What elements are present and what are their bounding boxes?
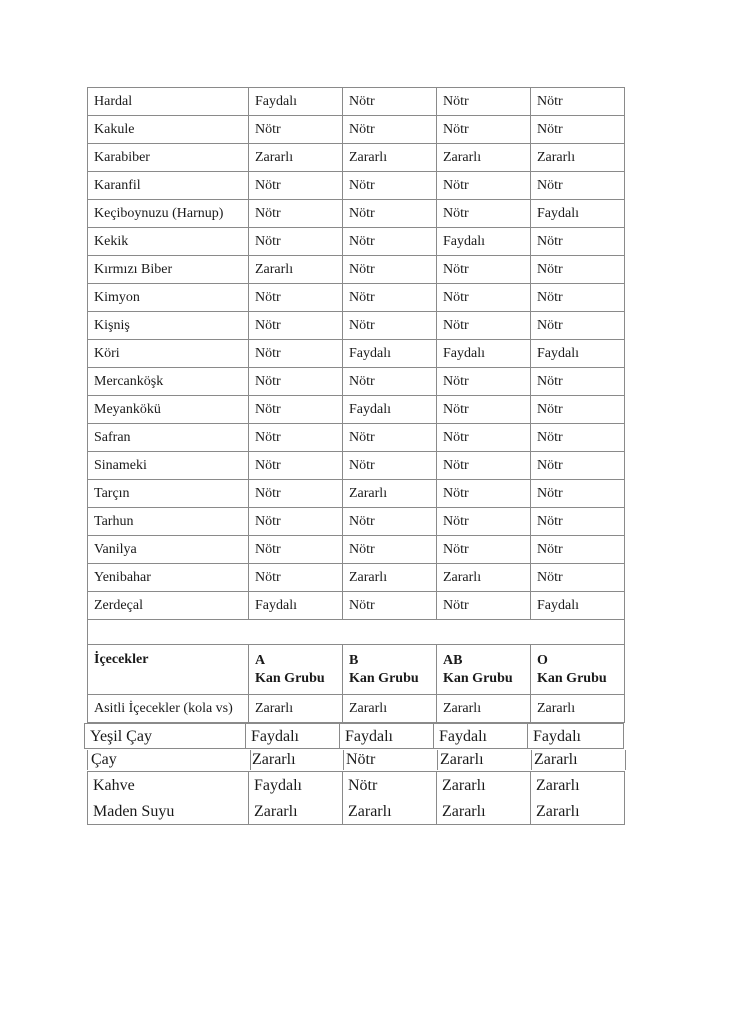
- spice-name-cell: Hardal: [88, 88, 249, 116]
- effect-cell-o: Zararlı: [536, 777, 580, 794]
- spacer-cell: [88, 620, 625, 645]
- table-row: [88, 452, 625, 480]
- effect-cell-ab: Nötr: [437, 480, 531, 508]
- blood-group-label: Kan Grubu: [255, 670, 325, 686]
- blood-group-letter: AB: [443, 652, 463, 668]
- effect-cell-o: Nötr: [531, 312, 625, 340]
- table-row: [84, 724, 621, 749]
- effect-cell-o: Nötr: [531, 256, 625, 284]
- effect-cell-a: Nötr: [249, 228, 343, 256]
- effect-cell-o: Nötr: [531, 116, 625, 144]
- effect-cell-b: Zararlı: [343, 144, 437, 172]
- effect-cell-ab: Faydalı: [437, 228, 531, 256]
- effect-cell-a: Nötr: [249, 116, 343, 144]
- spice-name-cell: Mercanköşk: [88, 368, 249, 396]
- spice-name-cell: Tarhun: [88, 508, 249, 536]
- effect-cell-a: Nötr: [249, 508, 343, 536]
- table-row: [88, 88, 625, 116]
- effect-cell-o: Faydalı: [531, 592, 625, 620]
- table-row: [88, 424, 625, 452]
- beverage-name-cell: Kahve: [93, 777, 135, 794]
- effect-cell-b: Nötr: [343, 452, 437, 480]
- grid-line: [625, 750, 626, 770]
- effect-cell-b: Nötr: [343, 284, 437, 312]
- effect-cell-b: Nötr: [343, 592, 437, 620]
- effect-cell-o: Nötr: [531, 172, 625, 200]
- blood-group-header-ab: [437, 645, 531, 695]
- effect-cell-o: Nötr: [531, 424, 625, 452]
- effect-cell-a: Nötr: [249, 340, 343, 368]
- effect-cell-a: Zararlı: [249, 256, 343, 284]
- table-row: [88, 340, 625, 368]
- beverages-title: İçecekler: [88, 645, 249, 695]
- beverage-name-cell: Çay: [91, 751, 117, 768]
- spice-name-cell: Kişniş: [88, 312, 249, 340]
- effect-cell-b: Zararlı: [348, 803, 392, 820]
- spice-name-cell: Karanfil: [88, 172, 249, 200]
- table-row: [88, 200, 625, 228]
- spice-name-cell: Yenibahar: [88, 564, 249, 592]
- effect-cell-ab: Zararlı: [442, 777, 486, 794]
- effect-cell-o: Faydalı: [531, 200, 625, 228]
- blood-group-header-b: [343, 645, 437, 695]
- effect-cell-a: Nötr: [249, 312, 343, 340]
- grid-line: [84, 748, 623, 749]
- effect-cell-b: Nötr: [343, 368, 437, 396]
- effect-cell-o: Nötr: [531, 368, 625, 396]
- table-row: [88, 396, 625, 424]
- spice-name-cell: Safran: [88, 424, 249, 452]
- effect-cell-ab: Nötr: [437, 284, 531, 312]
- effect-cell-ab: Faydalı: [437, 340, 531, 368]
- effect-cell-a: Nötr: [249, 284, 343, 312]
- table-row: [88, 508, 625, 536]
- blood-group-letter: A: [255, 652, 266, 668]
- grid-line: [84, 723, 623, 724]
- effect-cell-a: Nötr: [249, 424, 343, 452]
- table-row: [88, 368, 625, 396]
- effect-cell-b: Nötr: [343, 508, 437, 536]
- grid-line: [87, 771, 625, 772]
- table-row: [87, 773, 624, 799]
- grid-line: [436, 772, 437, 824]
- effect-cell-ab: Nötr: [437, 88, 531, 116]
- effect-cell-ab: Nötr: [437, 508, 531, 536]
- beverages-header-row: [88, 645, 625, 695]
- effect-cell-ab: Nötr: [437, 452, 531, 480]
- effect-cell-a: Zararlı: [254, 803, 298, 820]
- effect-cell-o: Nötr: [531, 480, 625, 508]
- table-row: [88, 564, 625, 592]
- effect-cell-ab: Nötr: [437, 368, 531, 396]
- effect-cell-b: Nötr: [343, 200, 437, 228]
- spice-name-cell: Tarçın: [88, 480, 249, 508]
- grid-line: [623, 723, 624, 749]
- effect-cell-b: Nötr: [343, 536, 437, 564]
- blood-group-header-o: [531, 645, 625, 695]
- effect-cell-o: Nötr: [531, 536, 625, 564]
- effect-cell-ab: Nötr: [437, 200, 531, 228]
- effect-cell-ab: Zararlı: [442, 803, 486, 820]
- blood-type-food-table: [87, 87, 625, 723]
- effect-cell-ab: Nötr: [437, 116, 531, 144]
- effect-cell-ab: Zararlı: [437, 695, 531, 723]
- effect-cell-a: Nötr: [249, 480, 343, 508]
- table-row: [88, 592, 625, 620]
- effect-cell-a: Nötr: [249, 396, 343, 424]
- effect-cell-ab: Nötr: [437, 536, 531, 564]
- effect-cell-ab: Zararlı: [440, 751, 484, 768]
- effect-cell-a: Faydalı: [249, 592, 343, 620]
- grid-line: [250, 750, 251, 770]
- effect-cell-b: Faydalı: [345, 727, 393, 745]
- effect-cell-a: Faydalı: [251, 727, 299, 745]
- effect-cell-ab: Nötr: [437, 396, 531, 424]
- effect-cell-a: Nötr: [249, 536, 343, 564]
- effect-cell-ab: Nötr: [437, 424, 531, 452]
- spice-name-cell: Karabiber: [88, 144, 249, 172]
- spice-name-cell: Kakule: [88, 116, 249, 144]
- effect-cell-ab: Nötr: [437, 256, 531, 284]
- table-row: [88, 536, 625, 564]
- effect-cell-a: Nötr: [249, 200, 343, 228]
- table-row: [88, 312, 625, 340]
- table-row: [88, 284, 625, 312]
- table-row: [87, 799, 624, 825]
- effect-cell-b: Nötr: [343, 116, 437, 144]
- spice-name-cell: Meyankökü: [88, 396, 249, 424]
- spice-name-cell: Keçiboynuzu (Harnup): [88, 200, 249, 228]
- effect-cell-b: Nötr: [343, 256, 437, 284]
- effect-cell-o: Faydalı: [533, 727, 581, 745]
- effect-cell-ab: Nötr: [437, 592, 531, 620]
- effect-cell-b: Nötr: [343, 228, 437, 256]
- grid-line: [87, 824, 625, 825]
- grid-line: [437, 750, 438, 770]
- effect-cell-a: Nötr: [249, 172, 343, 200]
- spice-rows: [88, 88, 625, 723]
- blood-group-header-a: [249, 645, 343, 695]
- effect-cell-b: Zararlı: [343, 480, 437, 508]
- effect-cell-o: Faydalı: [531, 340, 625, 368]
- effect-cell-o: Nötr: [531, 508, 625, 536]
- table-row: [88, 228, 625, 256]
- effect-cell-ab: Faydalı: [439, 727, 487, 745]
- effect-cell-ab: Nötr: [437, 312, 531, 340]
- spacer-row: [88, 620, 625, 645]
- grid-line: [245, 723, 246, 749]
- effect-cell-a: Faydalı: [249, 88, 343, 116]
- effect-cell-a: Zararlı: [252, 751, 296, 768]
- spice-name-cell: Zerdeçal: [88, 592, 249, 620]
- effect-cell-b: Nötr: [343, 312, 437, 340]
- effect-cell-b: Faydalı: [343, 396, 437, 424]
- effect-cell-a: Zararlı: [249, 144, 343, 172]
- effect-cell-o: Zararlı: [531, 144, 625, 172]
- blood-group-label: Kan Grubu: [443, 670, 513, 686]
- spice-name-cell: Kırmızı Biber: [88, 256, 249, 284]
- effect-cell-a: Nötr: [249, 368, 343, 396]
- spice-name-cell: Sinameki: [88, 452, 249, 480]
- effect-cell-b: Faydalı: [343, 340, 437, 368]
- effect-cell-o: Nötr: [531, 452, 625, 480]
- effect-cell-b: Zararlı: [343, 564, 437, 592]
- effect-cell-o: Zararlı: [531, 695, 625, 723]
- table-row: [85, 749, 622, 771]
- effect-cell-o: Nötr: [531, 88, 625, 116]
- blood-group-label: Kan Grubu: [349, 670, 419, 686]
- effect-cell-o: Nötr: [531, 284, 625, 312]
- effect-cell-ab: Zararlı: [437, 564, 531, 592]
- grid-line: [343, 750, 344, 770]
- grid-line: [624, 772, 625, 824]
- spice-name-cell: Vanilya: [88, 536, 249, 564]
- effect-cell-b: Zararlı: [343, 695, 437, 723]
- spice-name-cell: Kimyon: [88, 284, 249, 312]
- effect-cell-o: Zararlı: [534, 751, 578, 768]
- grid-line: [531, 750, 532, 770]
- effect-cell-ab: Zararlı: [437, 144, 531, 172]
- effect-cell-a: Zararlı: [249, 695, 343, 723]
- table-row: [88, 695, 625, 723]
- effect-cell-a: Nötr: [249, 452, 343, 480]
- effect-cell-a: Nötr: [249, 564, 343, 592]
- blood-group-letter: O: [537, 652, 548, 668]
- blood-group-letter: B: [349, 652, 359, 668]
- grid-line: [433, 723, 434, 749]
- spice-name-cell: Köri: [88, 340, 249, 368]
- grid-line: [87, 772, 88, 824]
- grid-line: [84, 723, 85, 749]
- blood-group-label: Kan Grubu: [537, 670, 607, 686]
- beverage-name-cell: Maden Suyu: [93, 803, 175, 820]
- grid-line: [530, 772, 531, 824]
- grid-line: [339, 723, 340, 749]
- table-row: [88, 144, 625, 172]
- effect-cell-b: Nötr: [343, 424, 437, 452]
- effect-cell-b: Nötr: [348, 777, 378, 794]
- effect-cell-o: Nötr: [531, 228, 625, 256]
- effect-cell-b: Nötr: [346, 751, 376, 768]
- table-row: [88, 172, 625, 200]
- effect-cell-a: Faydalı: [254, 777, 302, 794]
- effect-cell-o: Nötr: [531, 564, 625, 592]
- table-row: [88, 480, 625, 508]
- effect-cell-ab: Nötr: [437, 172, 531, 200]
- effect-cell-b: Nötr: [343, 172, 437, 200]
- effect-cell-o: Nötr: [531, 396, 625, 424]
- grid-line: [527, 723, 528, 749]
- effect-cell-b: Nötr: [343, 88, 437, 116]
- effect-cell-o: Zararlı: [536, 803, 580, 820]
- grid-line: [248, 772, 249, 824]
- table-row: [88, 256, 625, 284]
- table-row: [88, 116, 625, 144]
- grid-line: [87, 750, 88, 770]
- beverage-name-cell: Yeşil Çay: [90, 727, 152, 745]
- grid-line: [342, 772, 343, 824]
- beverage-name-cell: Asitli İçecekler (kola vs): [88, 695, 249, 723]
- spice-name-cell: Kekik: [88, 228, 249, 256]
